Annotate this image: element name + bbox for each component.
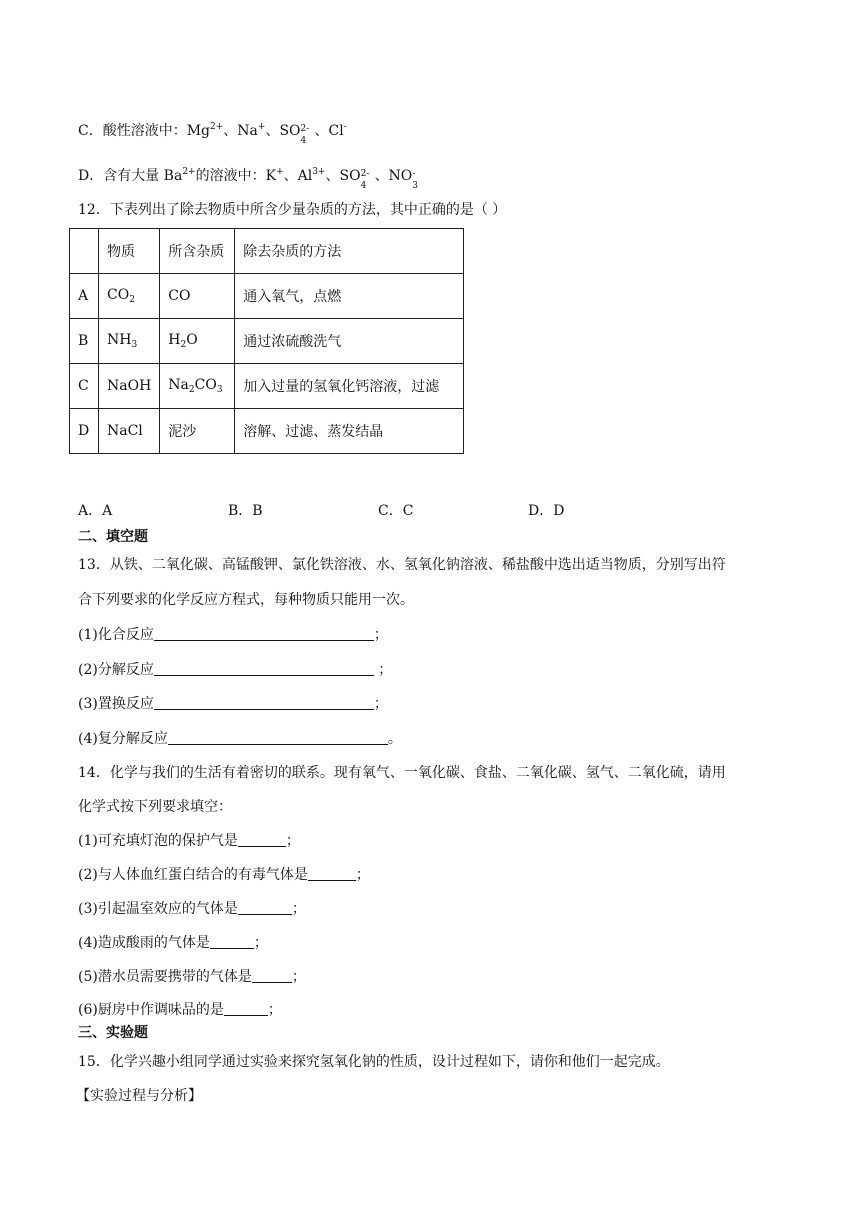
answer-blank[interactable]: [238, 832, 286, 847]
table-header-cell: 所含杂质: [160, 229, 235, 274]
formula-main: NaCl: [107, 423, 143, 439]
substance-cell: [99, 409, 160, 454]
option-d-text: 、Al: [283, 168, 313, 184]
row-label: B: [70, 319, 99, 364]
item-end: ；: [253, 935, 268, 951]
q14-stem-line2: 化学式按下列要求填空：: [78, 799, 232, 815]
option-c-text: C．酸性溶液中：Mg: [78, 123, 211, 139]
table-header-cell: 除去杂质的方法: [235, 229, 464, 274]
item-end: 。: [387, 731, 402, 747]
item-end: ；: [373, 696, 388, 712]
method-cell: 通入氧气，点燃: [235, 274, 464, 319]
formula-main: Na: [168, 377, 189, 393]
formula-main: CO: [107, 287, 130, 303]
so4-ion: [360, 166, 375, 191]
row-label: D: [70, 409, 99, 454]
table-header-cell: 物质: [99, 229, 160, 274]
choice-d[interactable]: D．D: [528, 503, 565, 519]
ba-charge: 2+: [182, 167, 196, 177]
no3-charge: -: [412, 169, 416, 179]
answer-blank[interactable]: [238, 900, 292, 915]
impurity-cell: [160, 409, 235, 454]
item-end: ；: [373, 627, 388, 643]
formula-main: NaOH: [107, 378, 152, 394]
q13-item: [78, 694, 388, 714]
item-label: (3)置换反应: [78, 696, 154, 712]
answer-blank[interactable]: [224, 1001, 268, 1016]
impurity-table: [69, 228, 464, 454]
mg-charge: 2+: [210, 122, 224, 132]
q15-subheading: 【实验过程与分析】: [76, 1088, 202, 1104]
formula-main: CO: [168, 288, 191, 304]
q13-stem-line2: 合下列要求的化学反应方程式，每种物质只能用一次。: [78, 592, 414, 608]
q13-item: [78, 660, 392, 680]
no3-ion: [412, 166, 426, 191]
option-d-text: 的溶液中：K: [195, 168, 277, 184]
substance-cell: [99, 319, 160, 364]
substance-cell: [99, 364, 160, 409]
so4-charge: 2-: [300, 124, 310, 134]
answer-blank[interactable]: [308, 866, 356, 881]
q13-item: [78, 625, 388, 645]
item-end: ；: [355, 867, 370, 883]
q12-stem: 12．下表列出了除去物质中所含少量杂质的方法，其中正确的是（ ）: [78, 202, 507, 218]
option-d-text: 、SO: [325, 168, 361, 184]
choice-c[interactable]: C．C: [378, 503, 414, 519]
q11-option-c: [78, 117, 347, 146]
row-label: A: [70, 274, 99, 319]
formula-subscript: 3: [216, 385, 223, 395]
option-c-text: 、Na: [223, 123, 258, 139]
item-label: (2)与人体血红蛋白结合的有毒气体是: [78, 867, 308, 883]
item-label: (2)分解反应: [78, 662, 154, 678]
item-label: (4)造成酸雨的气体是: [78, 935, 210, 951]
row-label: C: [70, 364, 99, 409]
formula-subscript: 2: [180, 340, 187, 350]
al-charge: 3+: [312, 167, 326, 177]
impurity-cell: [160, 364, 235, 409]
item-label: (6)厨房中作调味品的是: [78, 1002, 224, 1018]
answer-blank[interactable]: [252, 968, 292, 983]
answer-blank[interactable]: [154, 695, 374, 710]
table-row: [70, 364, 464, 409]
section-heading-fill-blank: 二、填空题: [78, 529, 148, 545]
item-end: ；: [373, 662, 393, 678]
method-cell: 溶解、过滤、蒸发结晶: [235, 409, 464, 454]
item-end: ；: [267, 1002, 282, 1018]
answer-blank[interactable]: [210, 934, 254, 949]
table-header-cell: [70, 229, 99, 274]
q14-item: [78, 933, 268, 953]
item-end: ；: [291, 901, 306, 917]
table-row: [70, 409, 464, 454]
q12-choices: [78, 500, 778, 520]
q14-item: [78, 865, 370, 885]
formula-subscript: 2: [129, 295, 135, 305]
formula-subscript: 2: [188, 385, 195, 395]
option-c-text: 、Cl: [314, 123, 344, 139]
q11-option-d: [78, 162, 426, 191]
choice-b[interactable]: B．B: [228, 503, 263, 519]
section-heading-experiment: 三、实验题: [78, 1025, 148, 1041]
answer-blank[interactable]: [154, 626, 374, 641]
formula-tail: CO: [194, 377, 217, 393]
cl-charge: -: [343, 122, 347, 132]
option-d-text: 、NO: [374, 168, 413, 184]
choice-a[interactable]: A．A: [78, 503, 113, 519]
q15-stem: 15．化学兴趣小组同学通过实验来探究氢氧化钠的性质，设计过程如下，请你和他们一起完成。: [78, 1054, 670, 1070]
so4-subscript: 4: [360, 181, 367, 191]
item-end: ；: [291, 969, 306, 985]
substance-cell: [99, 274, 160, 319]
so4-ion: [300, 121, 315, 146]
method-cell: 加入过量的氢氧化钙溶液，过滤: [235, 364, 464, 409]
no3-subscript: 3: [412, 181, 419, 191]
formula-main: NH: [107, 332, 132, 348]
q14-item: [78, 899, 306, 919]
item-end: ；: [285, 833, 300, 849]
option-d-text: D．含有大量 Ba: [78, 168, 183, 184]
q13-stem-line1: 13．从铁、二氧化碳、高锰酸钾、氯化铁溶液、水、氢氧化钠溶液、稀盐酸中选出适当物质，分别写出符: [78, 557, 726, 573]
item-label: (1)可充填灯泡的保护气是: [78, 833, 238, 849]
answer-blank[interactable]: [154, 661, 374, 676]
q14-item: [78, 831, 300, 851]
formula-main: 泥沙: [168, 424, 197, 440]
item-label: (1)化合反应: [78, 627, 154, 643]
option-c-text: 、SO: [265, 123, 301, 139]
formula-subscript: 3: [131, 340, 138, 350]
formula-tail: O: [186, 332, 198, 348]
formula-main: H: [168, 332, 181, 348]
q14-stem-line1: 14．化学与我们的生活有着密切的联系。现有氧气、一氧化碳、食盐、二氧化碳、氢气、二氧化硫，请用: [78, 765, 726, 781]
table-row: [70, 319, 464, 364]
impurity-cell: [160, 319, 235, 364]
table-row: [70, 274, 464, 319]
q13-item: [78, 729, 402, 749]
answer-blank[interactable]: [168, 730, 388, 745]
item-label: (4)复分解反应: [78, 731, 168, 747]
q14-item: [78, 967, 306, 987]
so4-charge: 2-: [360, 169, 370, 179]
item-label: (3)引起温室效应的气体是: [78, 901, 238, 917]
method-cell: 通过浓硫酸洗气: [235, 319, 464, 364]
so4-subscript: 4: [300, 136, 307, 146]
item-label: (5)潜水员需要携带的气体是: [78, 969, 252, 985]
na-charge: +: [257, 122, 266, 132]
impurity-cell: [160, 274, 235, 319]
q14-item: [78, 1000, 282, 1020]
k-charge: +: [276, 167, 284, 177]
table-header-row: [70, 229, 464, 274]
